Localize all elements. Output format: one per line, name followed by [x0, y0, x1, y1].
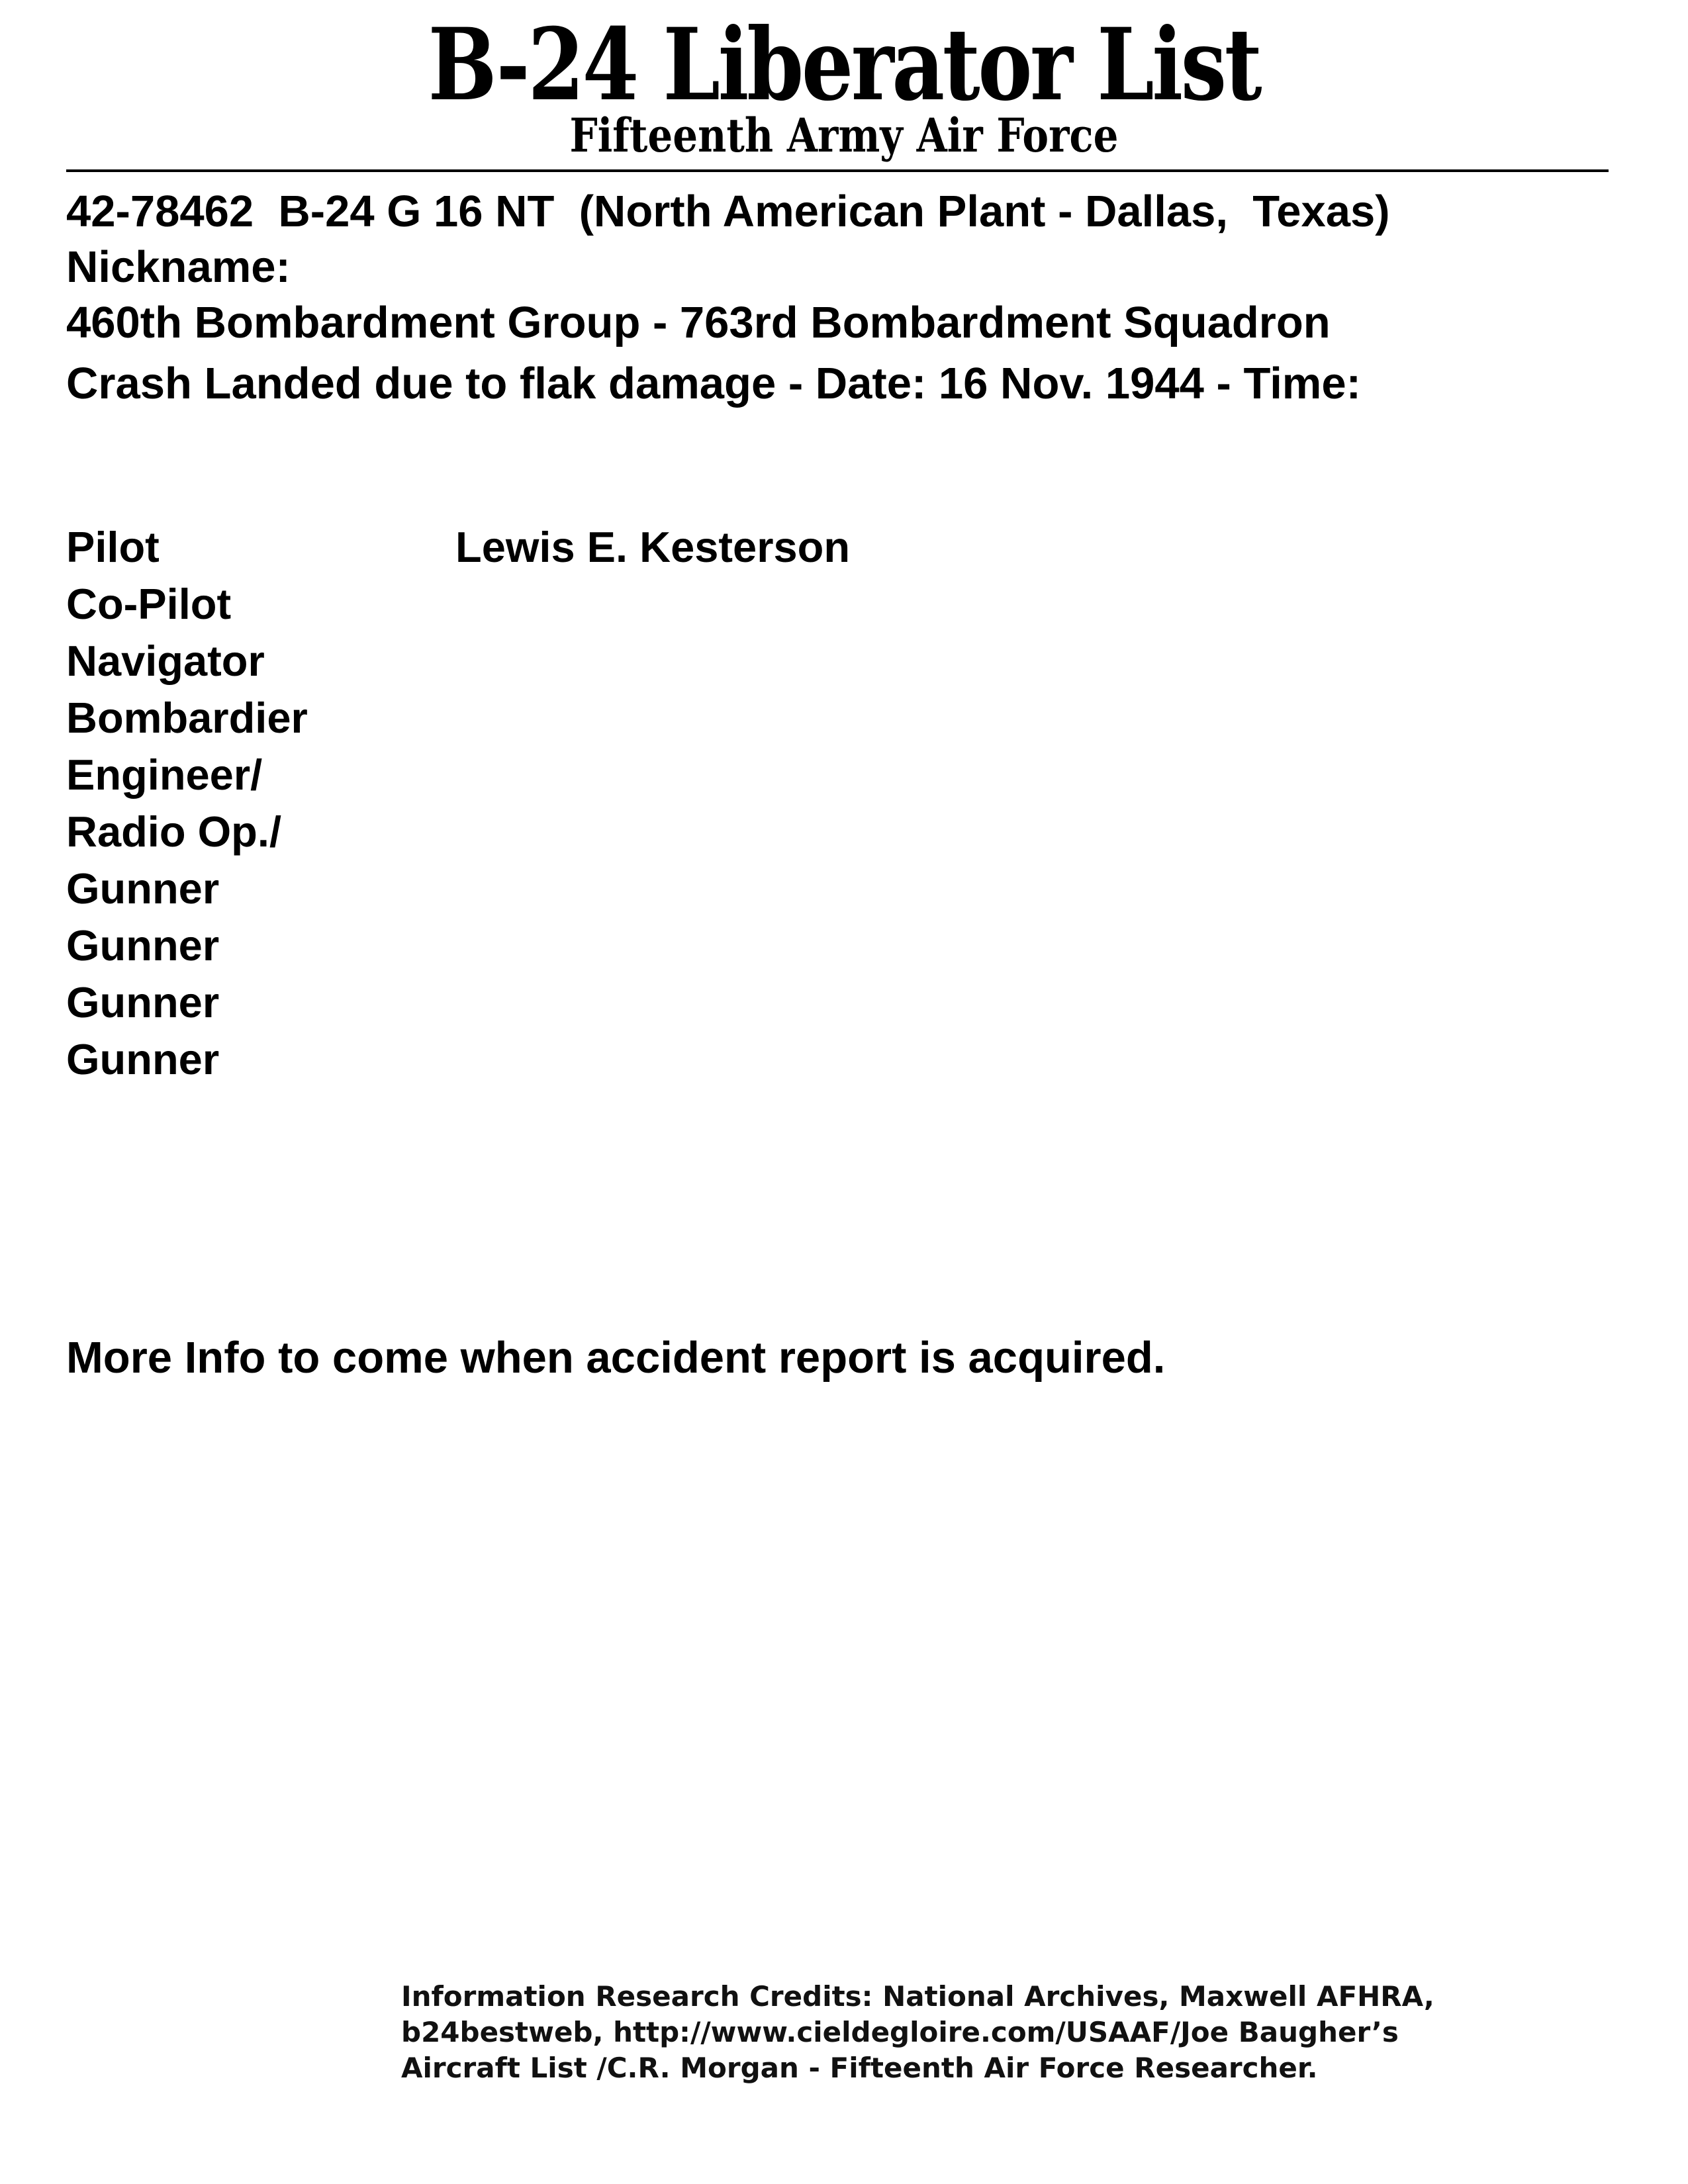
crew-row — [66, 974, 850, 1031]
crew-row — [66, 917, 850, 974]
crew-name — [455, 576, 462, 633]
crew-row — [66, 519, 850, 576]
crew-role: Gunner — [66, 864, 220, 913]
crew-role: Co-Pilot — [66, 580, 232, 628]
crew-role: Gunner — [66, 1035, 220, 1083]
crew-row — [66, 747, 850, 803]
crew-row — [66, 803, 850, 860]
aircraft-serial-line: 42-78462 B-24 G 16 NT (North American Plant - Dallas, Texas) — [66, 187, 1390, 236]
crew-role: Gunner — [66, 978, 220, 1026]
crew-name: Lewis E. Kesterson — [455, 523, 851, 571]
crew-name — [455, 917, 462, 974]
crew-name — [455, 690, 462, 747]
crew-name — [455, 974, 462, 1031]
aircraft-unit-line: 460th Bombardment Group - 763rd Bombardment Squadron — [66, 298, 1331, 347]
pending-info-note: More Info to come when accident report is acquired. — [66, 1333, 1166, 1383]
crew-name — [455, 803, 462, 860]
research-credits — [401, 1979, 1460, 2086]
crew-row — [66, 690, 850, 747]
crew-role: Gunner — [66, 921, 220, 970]
aircraft-nickname-line: Nickname: — [66, 242, 291, 292]
credits-line: Aircraft List /C.R. Morgan - Fifteenth Air Force Researcher. — [401, 2052, 1318, 2084]
aircraft-loss-line: Crash Landed due to flak damage - Date: 16 Nov. 1944 - Time: — [66, 359, 1361, 408]
crew-role: Bombardier — [66, 694, 308, 742]
credits-line: b24bestweb, http://www.cieldegloire.com/USAAF/Joe Baugher’s — [401, 2016, 1399, 2048]
crew-row — [66, 576, 850, 633]
crew-role: Navigator — [66, 637, 265, 685]
page-title: B-24 Liberator List — [428, 7, 1260, 123]
crew-role: Radio Op./ — [66, 807, 281, 856]
crew-list — [66, 519, 850, 1088]
credits-line: Information Research Credits: National Archives, Maxwell AFHRA, — [401, 1980, 1434, 2013]
crew-role: Engineer/ — [66, 751, 263, 799]
page-subtitle: Fifteenth Army Air Force — [569, 108, 1119, 163]
crew-name — [455, 860, 462, 917]
crew-row — [66, 1031, 850, 1088]
crew-row — [66, 860, 850, 917]
crew-name — [455, 747, 462, 803]
header-divider — [66, 169, 1609, 172]
crew-row — [66, 633, 850, 690]
crew-name — [455, 1031, 462, 1088]
crew-role: Pilot — [66, 523, 160, 571]
crew-name — [455, 633, 462, 690]
